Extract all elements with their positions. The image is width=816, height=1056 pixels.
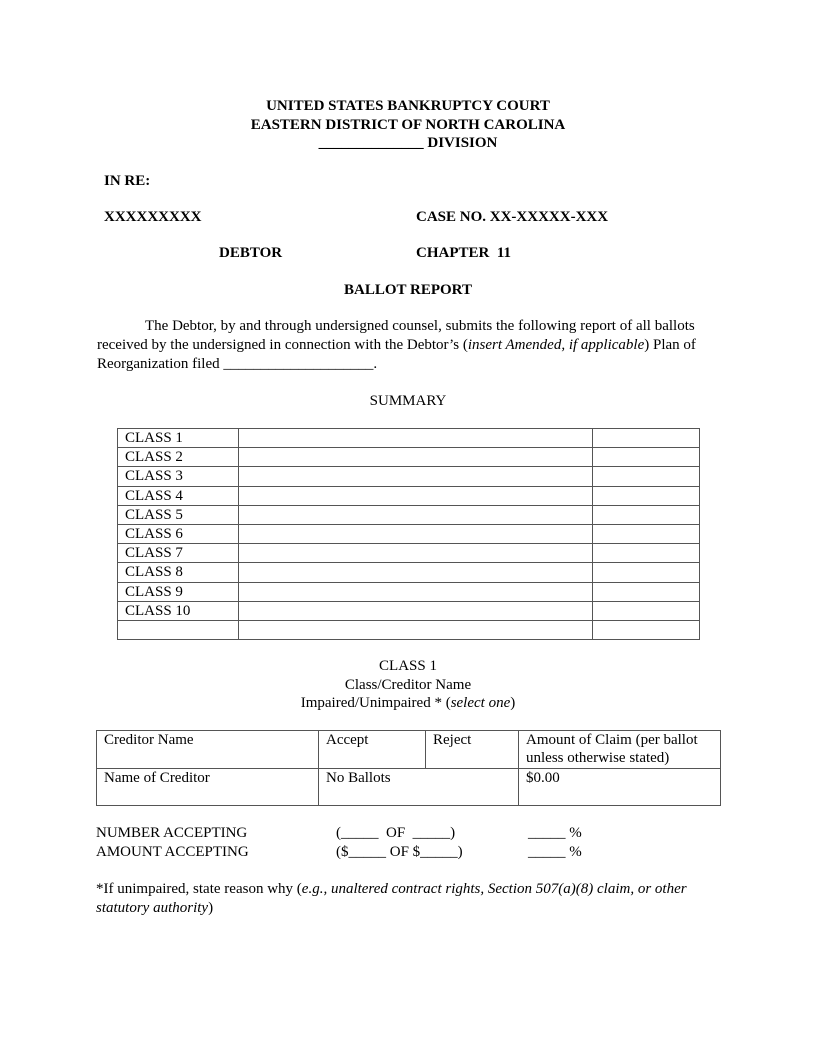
impaired-text: Impaired/Unimpaired * ( [300,695,451,711]
summary-row [118,467,700,486]
summary-class-detail [239,582,593,601]
summary-class-detail [239,601,593,620]
summary-class-detail [239,620,593,639]
summary-class-detail [239,467,593,486]
case-number: CASE NO. XX-XXXXX-XXX [416,209,609,225]
summary-class-label: CLASS 10 [118,601,239,620]
header-reject: Reject [426,731,519,769]
amount-accepting-value: ($_____ OF $_____) [336,844,463,860]
intro-text-1: The Debtor, by and through undersigned counsel, submits the following report of all ballots received by the undersigned in connection with the Debtor’s ( [97,318,695,353]
summary-row [118,601,700,620]
debtor-label: DEBTOR [219,245,283,261]
summary-class-result [593,486,700,505]
summary-class-result [593,544,700,563]
amount-cell: $0.00 [519,769,721,806]
amount-accepting-label: AMOUNT ACCEPTING [96,844,249,860]
in-re-label: IN RE: [104,173,151,189]
summary-class-label: CLASS 6 [118,524,239,543]
summary-class-label: CLASS 5 [118,505,239,524]
header-creditor-name: Creditor Name [97,731,319,769]
summary-class-result [593,582,700,601]
summary-class-result [593,524,700,543]
class-heading: CLASS 1 [379,658,437,674]
summary-class-label [118,620,239,639]
header-amount: Amount of Claim (per ballot unless otherwise stated) [519,731,721,769]
footnote-close: ) [208,900,214,916]
summary-class-detail [239,486,593,505]
impaired-line [0,694,816,713]
summary-row [118,620,700,639]
footnote-text: *If unimpaired, state reason why ( [96,881,302,897]
summary-class-label: CLASS 7 [118,544,239,563]
summary-class-label: CLASS 8 [118,563,239,582]
summary-class-result [593,429,700,448]
footnote [96,880,706,918]
number-accepting-percent: _____ % [528,825,582,841]
summary-class-detail [239,448,593,467]
summary-row [118,505,700,524]
summary-class-result [593,601,700,620]
vote-cell: No Ballots [319,769,519,806]
summary-row [118,582,700,601]
impaired-close: ) [510,695,516,711]
number-accepting-label: NUMBER ACCEPTING [96,825,248,841]
summary-row [118,448,700,467]
class-creditor-name: Class/Creditor Name [344,677,472,693]
summary-class-label: CLASS 3 [118,467,239,486]
number-accepting-value: (_____ OF _____) [336,825,456,841]
summary-class-result [593,448,700,467]
intro-text-2: ) Plan of Reorganization filed ____________________. [97,337,696,372]
court-district: EASTERN DISTRICT OF NORTH CAROLINA [250,117,566,133]
header-accept: Accept [319,731,426,769]
summary-row [118,524,700,543]
summary-class-result [593,563,700,582]
creditor-name-cell: Name of Creditor [97,769,319,806]
summary-heading: SUMMARY [369,393,447,409]
summary-class-result [593,620,700,639]
summary-class-label: CLASS 4 [118,486,239,505]
amount-accepting-percent: _____ % [528,844,582,860]
summary-class-detail [239,544,593,563]
summary-class-result [593,467,700,486]
intro-italic: insert Amended, if applicable [467,337,645,353]
summary-row [118,563,700,582]
court-division: ______________ DIVISION [318,135,498,151]
footnote-examples: e.g., unaltered contract rights, Section 507(a)(8) claim, or other statutory authority [96,881,687,916]
creditor-table [96,730,721,806]
summary-class-detail [239,505,593,524]
summary-class-detail [239,524,593,543]
select-one-note: select one [450,695,511,711]
summary-row [118,544,700,563]
summary-class-label: CLASS 2 [118,448,239,467]
summary-class-label: CLASS 1 [118,429,239,448]
document-title: BALLOT REPORT [344,282,472,298]
summary-class-result [593,505,700,524]
summary-table [117,428,700,640]
summary-class-detail [239,563,593,582]
intro-paragraph [97,317,722,374]
summary-class-detail [239,429,593,448]
summary-row [118,429,700,448]
summary-class-label: CLASS 9 [118,582,239,601]
summary-row [118,486,700,505]
chapter-label: CHAPTER 11 [416,245,512,261]
debtor-name: XXXXXXXXX [104,209,202,225]
court-name: UNITED STATES BANKRUPTCY COURT [266,98,550,114]
